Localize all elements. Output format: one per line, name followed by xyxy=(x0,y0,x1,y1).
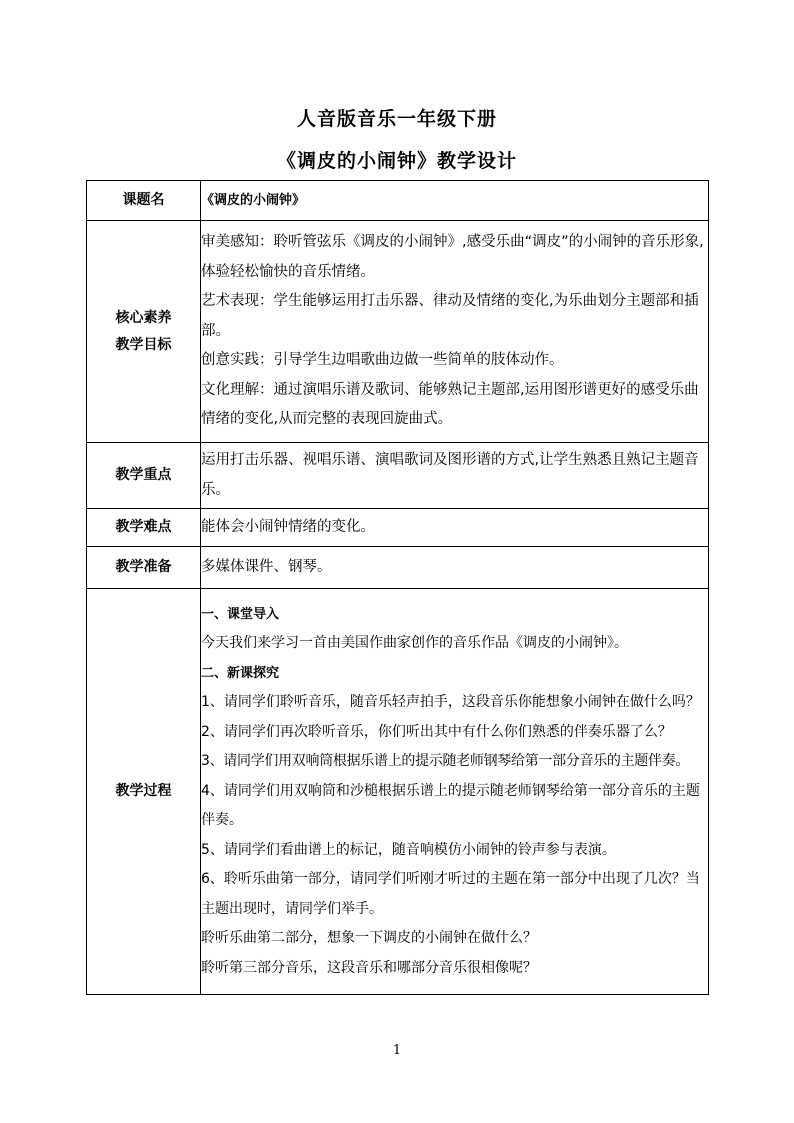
topic-label: 课题名 xyxy=(87,181,201,221)
process-step: 聆听第三部分音乐，这段音乐和哪部分音乐很相像呢？ xyxy=(201,959,537,976)
goal-expression: 艺术表现：学生能够运用打击乐器、律动及情绪的变化,为乐曲划分主题部和插部。 xyxy=(201,293,699,339)
section-intro-text: 今天我们来学习一首由美国作曲家创作的音乐作品《调皮的小闹钟》。 xyxy=(201,635,628,652)
preparation-value: 多媒体课件、钢琴。 xyxy=(201,547,709,589)
goals-label xyxy=(87,221,201,443)
lesson-plan-table xyxy=(86,180,709,995)
section-explore-heading: 二、新课探究 xyxy=(201,665,280,681)
page-number: 1 xyxy=(392,1043,402,1058)
difficulties-value: 能体会小闹钟情绪的变化。 xyxy=(201,509,709,547)
topic-row xyxy=(87,181,709,221)
key-points-label: 教学重点 xyxy=(87,443,201,509)
key-points-value: 运用打击乐器、视唱乐谱、演唱歌词及图形谱的方式,让学生熟悉且熟记主题音乐。 xyxy=(201,443,709,509)
process-label: 教学过程 xyxy=(87,589,201,995)
process-content xyxy=(201,589,709,995)
goals-content xyxy=(201,221,709,443)
difficulties-label: 教学难点 xyxy=(87,509,201,547)
process-step: 4、请同学们用双响筒和沙槌根据乐谱上的提示随老师钢琴给第一部分音乐的主题伴奏。 xyxy=(201,782,700,829)
preparation-label: 教学准备 xyxy=(87,547,201,589)
goal-culture: 文化理解：通过演唱乐谱及歌词、能够熟记主题部,运用图形谱更好的感受乐曲情绪的变化,从而完整的表现回旋曲式。 xyxy=(201,381,699,428)
goals-label-line2: 教学目标 xyxy=(115,336,172,353)
process-step: 2、请同学们再次聆听音乐，你们听出其中有什么你们熟悉的伴奏乐器了么？ xyxy=(201,723,672,740)
goals-label-line1: 核心素养 xyxy=(115,309,172,326)
goal-aesthetic: 审美感知：聆听管弦乐《调皮的小闹钟》,感受乐曲“调皮”的小闹钟的音乐形象,体验轻松愉快的音乐情绪。 xyxy=(201,234,704,280)
process-step: 聆听乐曲第二部分，想象一下调皮的小闹钟在做什么？ xyxy=(201,930,537,947)
document-title: 人音版音乐一年级下册 xyxy=(296,108,497,130)
preparation-row xyxy=(87,547,709,589)
process-step: 6、聆听乐曲第一部分，请同学们听刚才听过的主题在第一部分中出现了几次？当主题出现时，请同学们举手。 xyxy=(201,871,700,917)
topic-value: 《调皮的小闹钟》 xyxy=(201,181,709,221)
process-step: 5、请同学们看曲谱上的标记，随音响模仿小闹钟的铃声参与表演。 xyxy=(201,841,616,858)
key-points-row xyxy=(87,443,709,509)
section-intro-heading: 一、课堂导入 xyxy=(201,606,280,622)
process-step: 3、请同学们用双响筒根据乐谱上的提示随老师钢琴给第一部分音乐的主题伴奏。 xyxy=(201,753,690,770)
document-subtitle: 《调皮的小闹钟》教学设计 xyxy=(276,150,517,172)
goal-creativity: 创意实践：引导学生边唱歌曲边做一些简单的肢体动作。 xyxy=(201,352,564,369)
process-row xyxy=(87,589,709,995)
difficulties-row xyxy=(87,509,709,547)
goals-row xyxy=(87,221,709,443)
process-step: 1、请同学们聆听音乐，随音乐轻声拍手，这段音乐你能想象小闹钟在做什么吗？ xyxy=(201,694,700,711)
